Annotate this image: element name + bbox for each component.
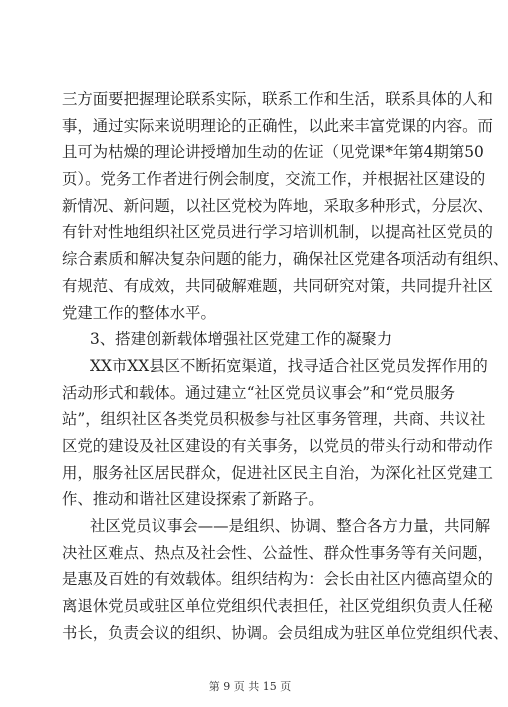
text-line: 是惠及百姓的有效载体。组织结构为：会长由社区内德高望众的 xyxy=(62,570,493,589)
text-line: 社区党员议事会——是组织、协调、整合各方力量，共同解 xyxy=(90,517,491,535)
text-line: 有针对性地组织社区党员进行学习培训机制，以提高社区党员的 xyxy=(62,223,493,242)
text-line: 作、推动和谐社区建设探索了新路子。 xyxy=(62,490,324,509)
text-line: 事，通过实际来说明理论的正确性，以此来丰富党课的内容。而 xyxy=(62,116,493,135)
text-line: 决社区难点、热点及社会性、公益性、群众性事务等有关问题， xyxy=(62,543,493,562)
text-line: 书长，负责会议的组织、协调。会员组成为驻区单位党组织代表、 xyxy=(62,623,508,642)
text-line: 新情况、新问题，以社区党校为阵地，采取多种形式，分层次、 xyxy=(62,196,493,215)
text-line: 党建工作的整体水平。 xyxy=(62,303,216,322)
document-body xyxy=(62,86,508,646)
text-line: 且可为枯燥的理论讲授增加生动的佐证（见党课*年第4期第50 xyxy=(62,143,484,162)
text-line: 有规范、有成效，共同破解难题，共同研究对策，共同提升社区 xyxy=(62,276,493,295)
text-line: 站”，组织社区各类党员积极参与社区事务管理，共商、共议社 xyxy=(62,410,486,429)
text-line: 用，服务社区居民群众，促进社区民主自治，为深化社区党建工 xyxy=(62,463,493,482)
text-line: 三方面要把握理论联系实际，联系工作和生活，联系具体的人和 xyxy=(62,90,493,108)
text-line: 页）。党务工作者进行例会制度，交流工作，并根据社区建设的 xyxy=(62,170,486,189)
page-footer: 第 9 页 共 15 页 xyxy=(208,680,292,693)
text-line: 区党的建设及社区建设的有关事务，以党员的带头行动和带动作 xyxy=(62,436,493,455)
text-line: 活动形式和载体。通过建立“社区党员议事会”和“党员服务 xyxy=(62,383,455,402)
text-line: 综合素质和解决复杂问题的能力，确保社区党建各项活动有组织、 xyxy=(62,250,508,269)
text-line: 3、搭建创新载体增强社区党建工作的凝聚力 xyxy=(90,330,393,349)
text-line: 离退休党员或驻区单位党组织代表担任，社区党组织负责人任秘 xyxy=(62,597,493,616)
text-line: XX市XX县区不断拓宽渠道，找寻适合社区党员发挥作用的 xyxy=(90,356,488,375)
